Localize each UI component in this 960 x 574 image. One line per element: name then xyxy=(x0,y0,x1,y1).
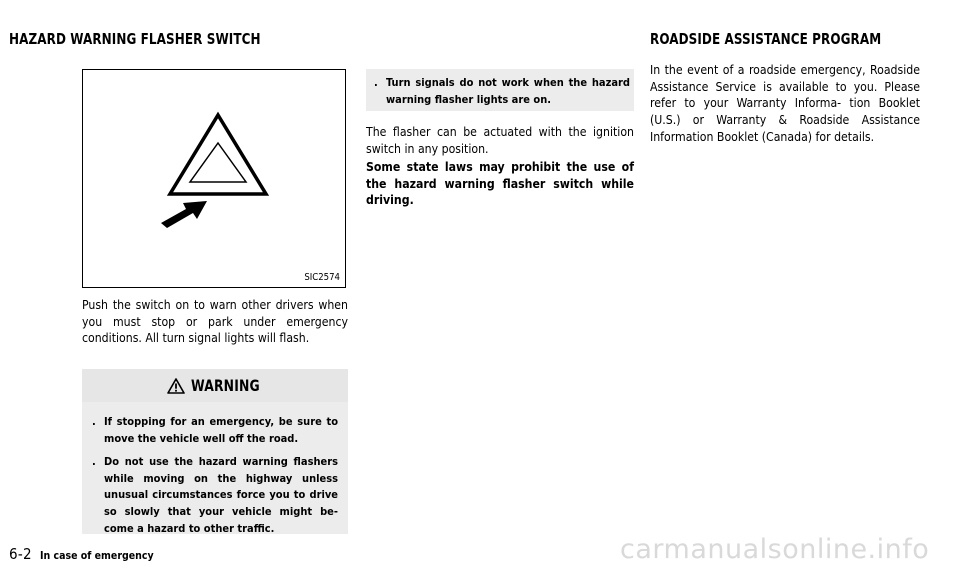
roadside-paragraph: In the event of a roadside emergency, Roadside Assistance Service is available to you. Please refer to your Warranty Informa- tion Booklet (U.S.) or Warranty & Roadside Assistance Information Booklet (Canada) for details. xyxy=(650,63,920,144)
page-number: 6-2 xyxy=(9,545,32,563)
hazard-switch-figure xyxy=(82,69,346,288)
press-arrow-icon xyxy=(161,201,207,228)
warning-list xyxy=(92,414,338,544)
watermark: carmanualsonline.info xyxy=(620,534,930,565)
warning-label: WARNING xyxy=(191,376,260,395)
hazard-triangle-icon xyxy=(170,115,266,194)
warning-item: . Do not use the hazard warning flashers while moving on the highway unless unusual circumstances force you to drive so slowly that your vehicle might be- come a hazard to other traffic. xyxy=(92,455,338,535)
flasher-paragraph: The flasher can be actuated with the ignition switch in any position. xyxy=(366,125,634,156)
section-title-roadside: ROADSIDE ASSISTANCE PROGRAM xyxy=(650,30,882,48)
note-box xyxy=(366,69,634,111)
chapter-name: In case of emergency xyxy=(39,550,154,562)
page-footer xyxy=(9,544,154,563)
warning-header xyxy=(82,369,348,402)
section-title-hazard: HAZARD WARNING FLASHER SWITCH xyxy=(9,30,261,48)
laws-paragraph: Some state laws may prohibit the use of the hazard warning flasher switch while driving. xyxy=(366,160,634,208)
warning-item: . If stopping for an emergency, be sure to move the vehicle well off the road. xyxy=(92,415,338,445)
intro-paragraph: Push the switch on to warn other drivers when you must stop or park under emergency conditions. All turn signal lights will flash. xyxy=(82,298,348,346)
warning-icon xyxy=(167,378,185,394)
hazard-switch-illustration xyxy=(83,70,345,287)
figure-code: SIC2574 xyxy=(304,272,340,283)
note-item: . Turn signals do not work when the hazard warning flasher lights are on. xyxy=(374,76,630,106)
note-list xyxy=(366,75,630,115)
